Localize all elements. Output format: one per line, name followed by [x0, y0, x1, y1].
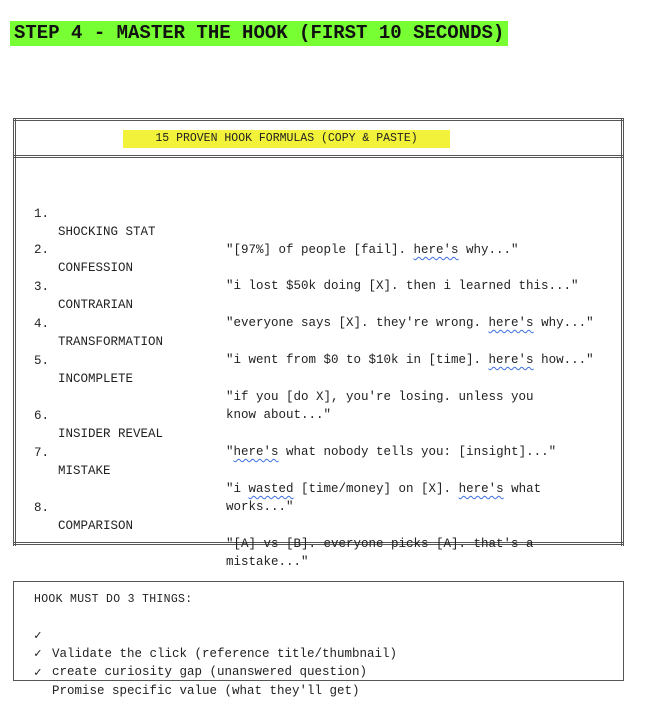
formula-number: 6. [34, 409, 50, 423]
requirements-title: HOOK MUST DO 3 THINGS: [34, 593, 193, 606]
formula-text: "i wasted [time/money] on [X]. here's what works..." [226, 482, 542, 514]
formula-number: 5. [34, 354, 50, 368]
formula-number: 4. [34, 317, 50, 331]
formula-number: 3. [34, 280, 50, 294]
formulas-banner: 15 PROVEN HOOK FORMULAS (COPY & PASTE) [123, 130, 450, 148]
step-heading: STEP 4 - MASTER THE HOOK (FIRST 10 SECONDS) [10, 21, 508, 46]
box-top-border [13, 581, 624, 582]
formula-name: CONTRARIAN [58, 298, 134, 312]
formula-name: INSIDER REVEAL [58, 427, 164, 441]
requirement-text: create curiosity gap (unanswered question) [52, 665, 368, 679]
box-right-border-top [621, 118, 624, 158]
box-right-border [623, 581, 624, 681]
formula-text: "everyone says [X]. they're wrong. here's why..." [226, 316, 594, 330]
formula-text: "i lost $50k doing [X]. then i learned this..." [226, 279, 579, 293]
checkmark-icon: ✓ [34, 666, 42, 680]
hook-requirements-box [13, 577, 624, 698]
formula-number: 1. [34, 207, 50, 221]
formula-text: "i went from $0 to $10k in [time]. here's how..." [226, 353, 594, 367]
formula-number: 7. [34, 446, 50, 460]
formula-name: INCOMPLETE [58, 372, 134, 386]
box-header-divider [13, 155, 624, 158]
formula-text: "if you [do X], you're losing. unless you know about..." [226, 390, 534, 422]
box-top-border [13, 118, 624, 121]
formula-name: CONFESSION [58, 261, 134, 275]
formula-name: COMPARISON [58, 519, 134, 533]
formula-number: 8. [34, 501, 50, 515]
formula-name: MISTAKE [58, 464, 111, 478]
requirement-text: Validate the click (reference title/thumbnail) [52, 647, 398, 661]
hook-formulas-box [13, 118, 624, 569]
formula-text: "[A] vs [B]. everyone picks [A]. that's a mistake..." [226, 537, 534, 569]
formula-name: TRANSFORMATION [58, 335, 164, 349]
formula-name: SHOCKING STAT [58, 225, 156, 239]
formula-text: "here's what nobody tells you: [insight]..." [226, 445, 557, 459]
formula-text: "[97%] of people [fail]. here's why..." [226, 243, 519, 257]
formula-number: 2. [34, 243, 50, 257]
checkmark-icon: ✓ [34, 629, 42, 643]
requirement-text: Promise specific value (what they'll get) [52, 684, 360, 698]
box-left-border [13, 118, 16, 546]
box-right-border [621, 158, 624, 546]
box-left-border [13, 581, 14, 681]
checkmark-icon: ✓ [34, 647, 42, 661]
